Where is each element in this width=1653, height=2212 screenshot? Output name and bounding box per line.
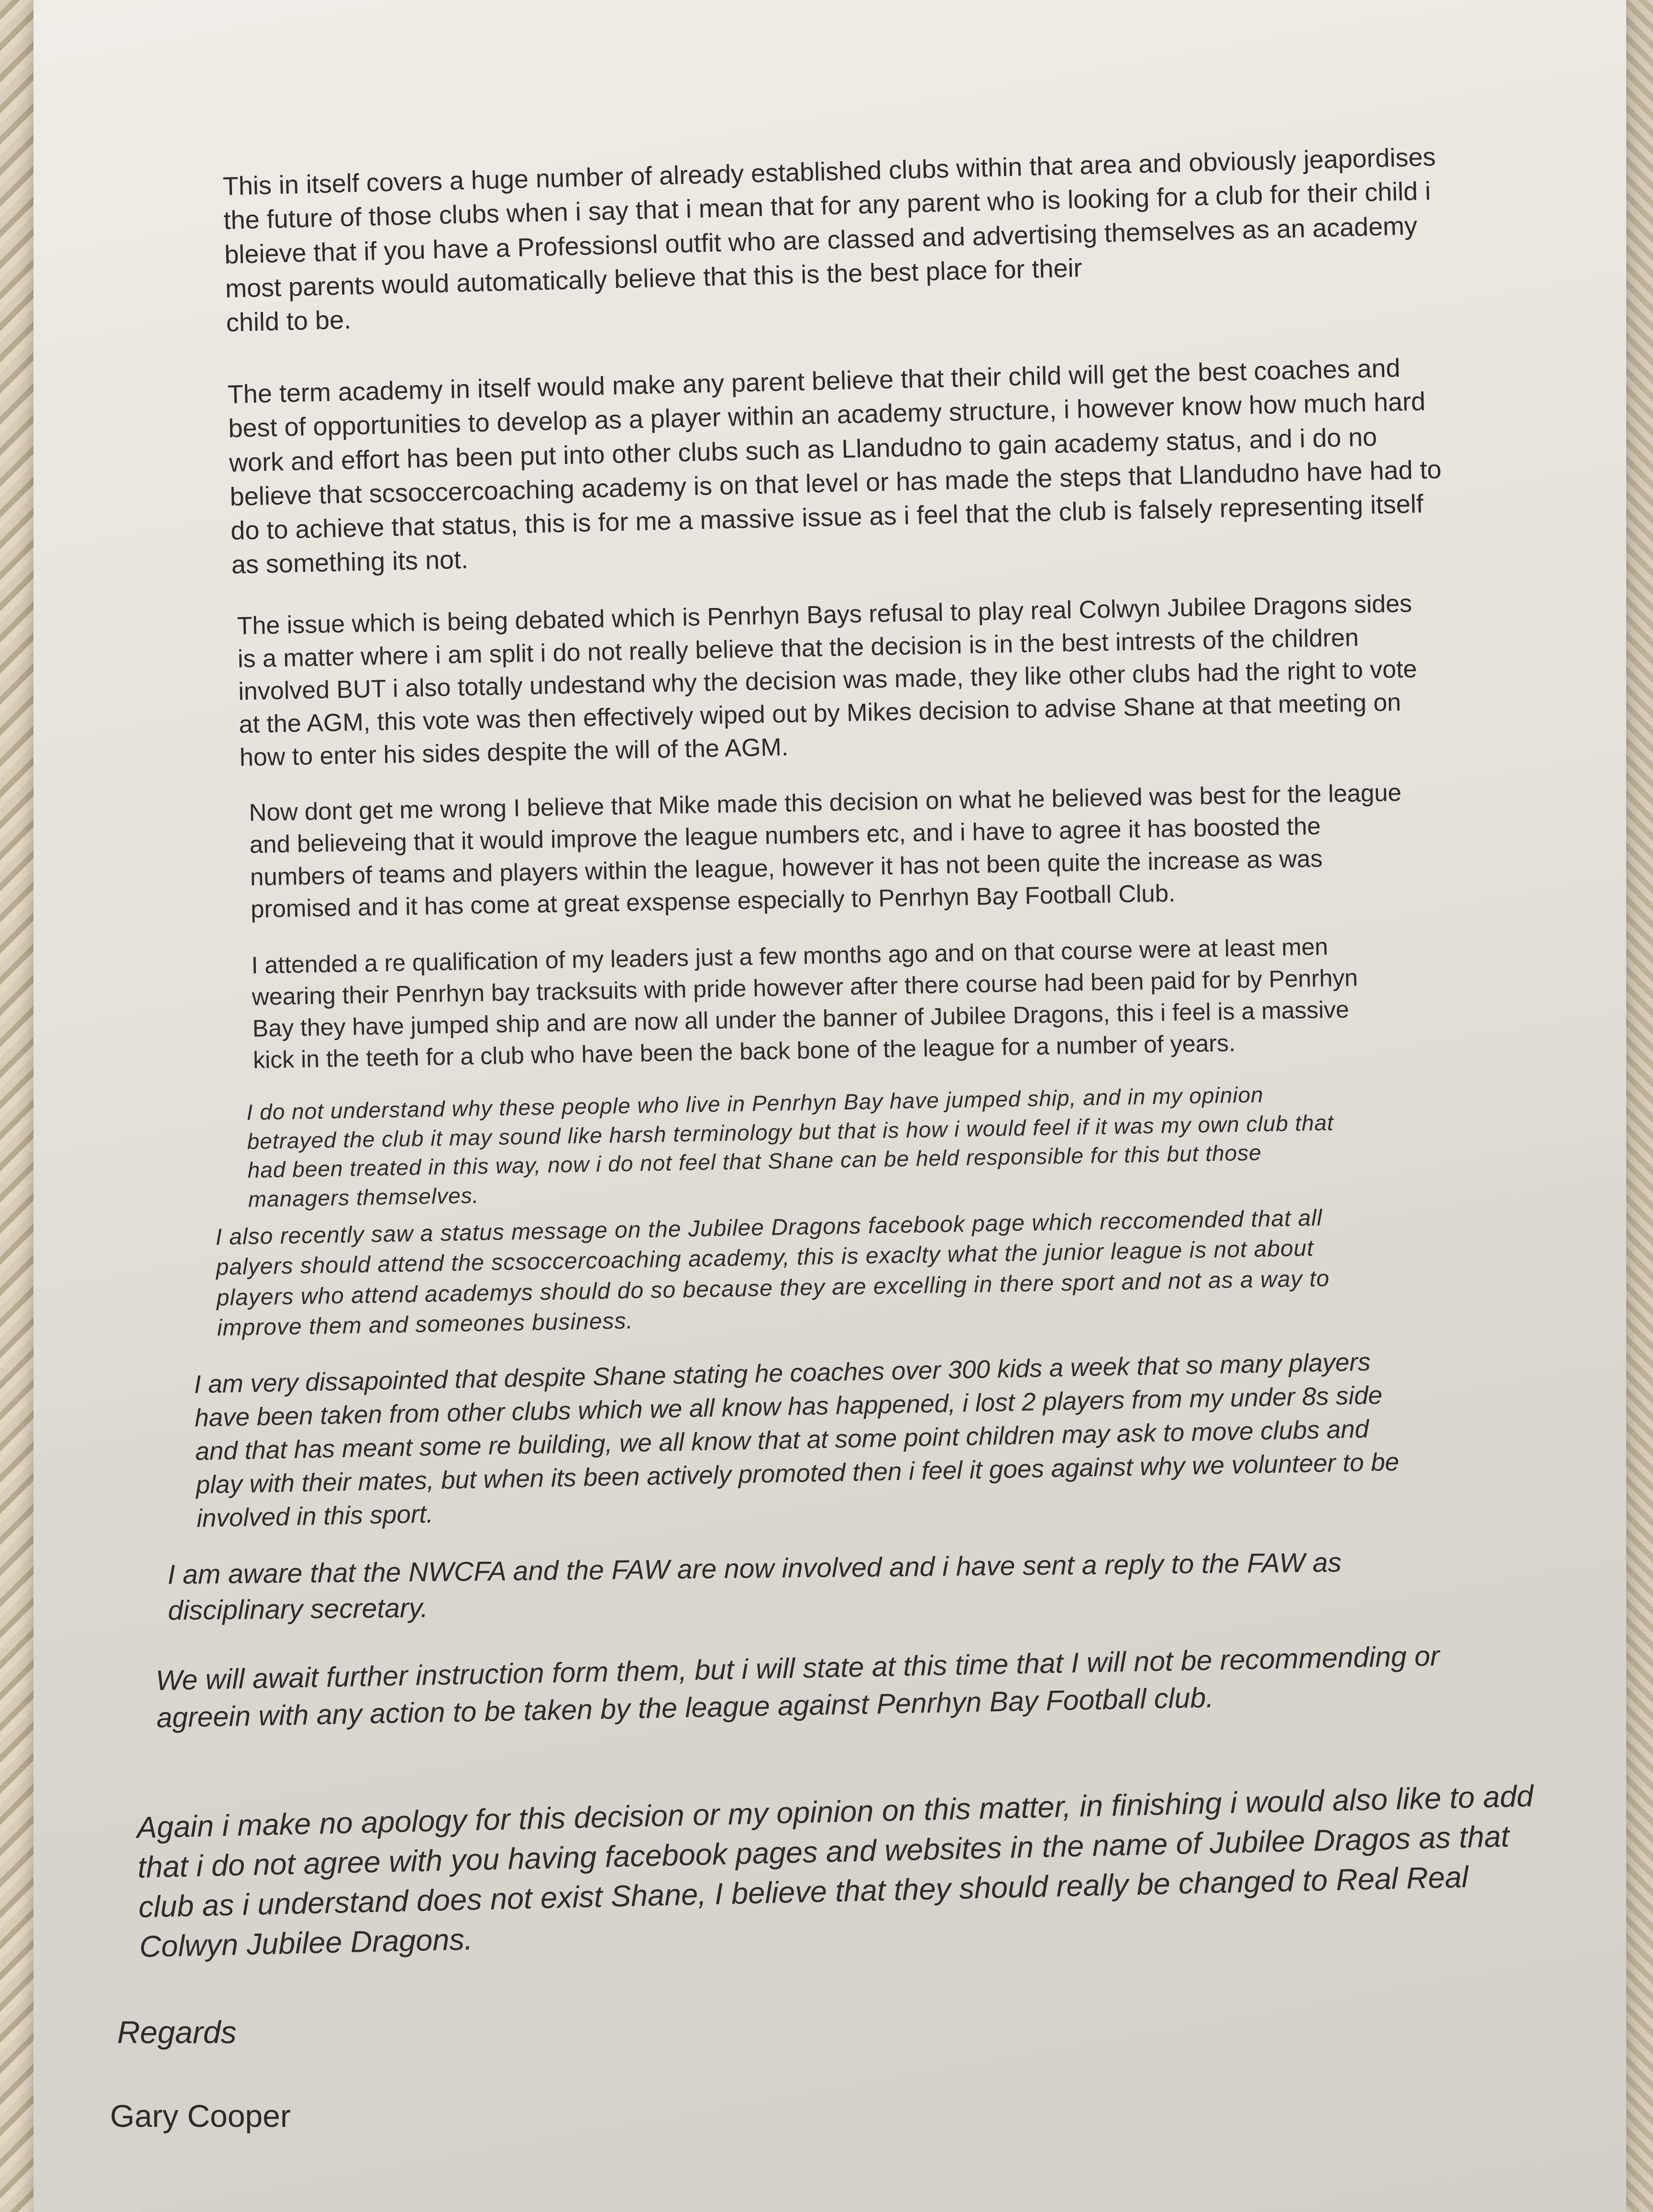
letter-paragraph-8: I am very dissapointed that despite Shane stating he coaches over 300 kids a week that so many players have been taken from other clubs which we all know has happened, i lost 2 players from my under 8s side and that has meant some re building, we all know that at some point children may ask to move clubs and play with their mates, but when its been actively promoted then i feel it goes against why we volunteer to be involved in this sport. — [194, 1348, 1400, 1533]
letter-paragraph-4: Now dont get me wrong I believe that Mike made this decision on what he believed was best for the league and believeing that it would improve the league numbers etc, and i have to agree it has boosted the numbers of teams and players within the league, however it has not been quite the increase as was promised and it has come at great exspense especially to Penrhyn Bay Football Club. — [249, 778, 1402, 923]
letter-paragraph-11: Again i make no apology for this decision or my opinion on this matter, in finishing i would also like to add that i do not agree with you having facebook pages and websites in the name of Jubilee Dragos as that club as i understand does not exist Shane, I believe that they should really be changed to Real Real Colwyn Jubilee Dragons. — [136, 1779, 1534, 1964]
letter-paragraph-7: I also recently saw a status message on the Jubilee Dragons facebook page which reccomended that all palyers should attend the scsoccercoaching academy, this is exaclty what the junior league is not about players who attend academys should do so because they are excelling in there sport and not as a way to improve them and someones business. — [215, 1205, 1330, 1341]
letter-paragraph-2: The term academy in itself would make any parent believe that their child will get the best coaches and best of opportunities to develop as a player within an academy structure, i however know how much hard work and effort has been put into other clubs such as Llandudno to gain academy status, and i do no believe that scsoccercoaching academy is on that level or has made the steps that Llandudno have had to do to achieve that status, this is for me a massive issue as i feel that the club is falsely representing itself as something its not. — [227, 354, 1442, 580]
letter-sheet — [33, 0, 1626, 2212]
carpet-background-right — [1624, 0, 1653, 2212]
letter-paragraph-1: This in itself covers a huge number of already established clubs within that area and obviously jeapordises the future of those clubs when i say that i mean that for any parent who is looking for a club for their child i bleieve that if you have a Professionsl outfit who are classed and advertising themselves as an academy most parents would automatically believe that this is the best place for their child to be. — [222, 143, 1436, 337]
letter-paragraph-6: I do not understand why these people who live in Penrhyn Bay have jumped ship, and in my opinion betrayed the club it may sound like harsh terminology but that is how i would feel if it was my own club that had been treated in this way, now i do not feel that Shane can be held responsible for this but those managers themselves. — [246, 1082, 1334, 1212]
letter-signature: Gary Cooper — [110, 2098, 291, 2134]
letter-paragraph-10: We will await further instruction form them, but i will state at this time that I will not be recommending or agreein with any action to be taken by the league against Penrhyn Bay Football club. — [155, 1640, 1440, 1734]
letter-closing: Regards — [117, 2014, 237, 2050]
letter-paragraph-5: I attended a re qualification of my leaders just a few months ago and on that course were at least men wearing their Penrhyn bay tracksuits with pride however after there course had been paid for by Penrhyn Bay they have jumped ship and are now all under the banner of Jubilee Dragons, this i feel is a massive kick in the teeth for a club who have been the back bone of the league for a number of years. — [251, 933, 1358, 1073]
letter-paragraph-3: The issue which is being debated which is Penrhyn Bays refusal to play real Colwyn Jubilee Dragons sides is a matter where i am split i do not really believe that the decision is in the best intrests of the children involved BUT i also totally undestand why the decision was made, they like other clubs had the right to vote at the AGM, this vote was then effectively wiped out by Mikes decision to advise Shane at that meeting on how to enter his sides despite the will of the AGM. — [237, 589, 1418, 772]
letter-paragraph-9: I am aware that the NWCFA and the FAW are now involved and i have sent a reply to the FAW as disciplinary secretary. — [167, 1547, 1342, 1626]
